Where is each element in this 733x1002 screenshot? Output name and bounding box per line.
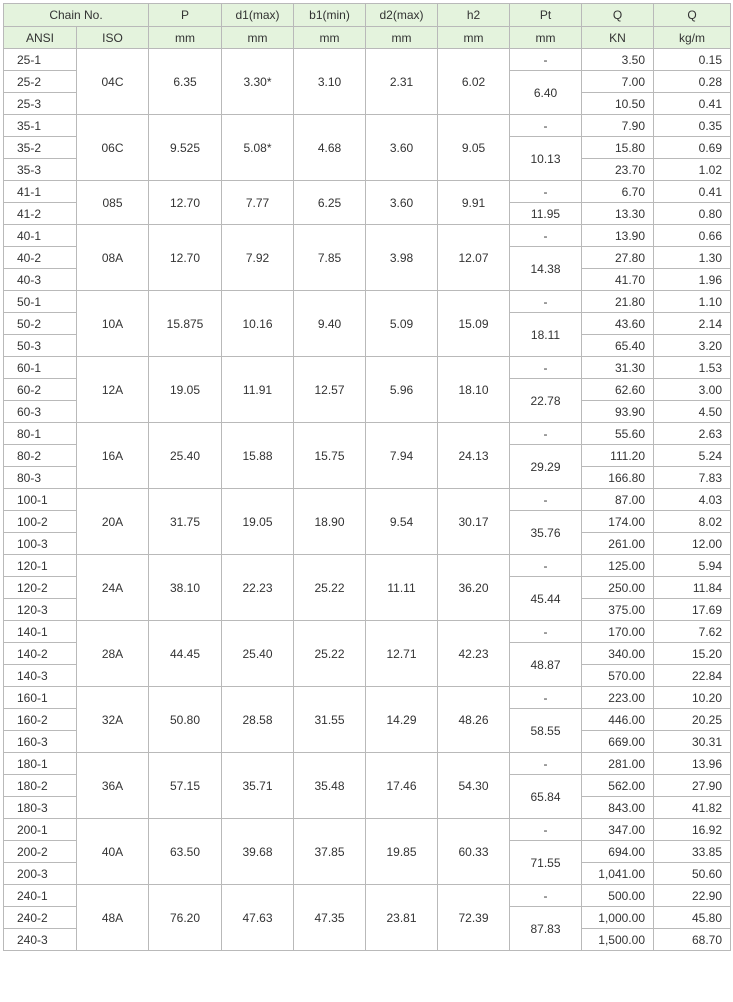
q-kgm-cell: 45.80 bbox=[654, 907, 731, 929]
pt-cell: 14.38 bbox=[510, 247, 582, 291]
b1-cell: 25.22 bbox=[294, 621, 366, 687]
ansi-cell: 35-1 bbox=[4, 115, 77, 137]
pt-cell: 10.13 bbox=[510, 137, 582, 181]
ansi-cell: 60-2 bbox=[4, 379, 77, 401]
table-row bbox=[4, 423, 731, 445]
ansi-cell: 160-1 bbox=[4, 687, 77, 709]
q-kgm-cell: 1.53 bbox=[654, 357, 731, 379]
pt-cell: 35.76 bbox=[510, 511, 582, 555]
pt-cell: - bbox=[510, 555, 582, 577]
q-kn-cell: 7.00 bbox=[582, 71, 654, 93]
q-kn-cell: 23.70 bbox=[582, 159, 654, 181]
ansi-cell: 100-1 bbox=[4, 489, 77, 511]
p-cell: 25.40 bbox=[149, 423, 222, 489]
d1-cell: 10.16 bbox=[222, 291, 294, 357]
d1-cell: 39.68 bbox=[222, 819, 294, 885]
ansi-cell: 160-2 bbox=[4, 709, 77, 731]
pt-cell: - bbox=[510, 687, 582, 709]
d1-cell: 28.58 bbox=[222, 687, 294, 753]
ansi-cell: 180-1 bbox=[4, 753, 77, 775]
pt-cell: 6.40 bbox=[510, 71, 582, 115]
q-kgm-cell: 0.69 bbox=[654, 137, 731, 159]
q-kn-cell: 170.00 bbox=[582, 621, 654, 643]
q-kgm-cell: 7.83 bbox=[654, 467, 731, 489]
ansi-cell: 35-3 bbox=[4, 159, 77, 181]
ansi-cell: 25-3 bbox=[4, 93, 77, 115]
unit-d1: mm bbox=[222, 27, 294, 49]
header-iso: ISO bbox=[77, 27, 149, 49]
pt-cell: 22.78 bbox=[510, 379, 582, 423]
q-kn-cell: 1,000.00 bbox=[582, 907, 654, 929]
header-p: P bbox=[149, 4, 222, 27]
q-kgm-cell: 41.82 bbox=[654, 797, 731, 819]
table-row bbox=[4, 291, 731, 313]
unit-pt: mm bbox=[510, 27, 582, 49]
pt-cell: - bbox=[510, 819, 582, 841]
unit-q-kn: KN bbox=[582, 27, 654, 49]
q-kgm-cell: 2.63 bbox=[654, 423, 731, 445]
iso-cell: 40A bbox=[77, 819, 149, 885]
pt-cell: 11.95 bbox=[510, 203, 582, 225]
d1-cell: 15.88 bbox=[222, 423, 294, 489]
b1-cell: 31.55 bbox=[294, 687, 366, 753]
h2-cell: 6.02 bbox=[438, 49, 510, 115]
q-kgm-cell: 30.31 bbox=[654, 731, 731, 753]
q-kgm-cell: 4.50 bbox=[654, 401, 731, 423]
table-row bbox=[4, 555, 731, 577]
b1-cell: 12.57 bbox=[294, 357, 366, 423]
q-kn-cell: 87.00 bbox=[582, 489, 654, 511]
h2-cell: 9.05 bbox=[438, 115, 510, 181]
q-kgm-cell: 13.96 bbox=[654, 753, 731, 775]
q-kgm-cell: 0.41 bbox=[654, 181, 731, 203]
q-kn-cell: 111.20 bbox=[582, 445, 654, 467]
q-kgm-cell: 5.94 bbox=[654, 555, 731, 577]
ansi-cell: 41-1 bbox=[4, 181, 77, 203]
d1-cell: 11.91 bbox=[222, 357, 294, 423]
h2-cell: 15.09 bbox=[438, 291, 510, 357]
pt-cell: - bbox=[510, 225, 582, 247]
q-kgm-cell: 7.62 bbox=[654, 621, 731, 643]
h2-cell: 9.91 bbox=[438, 181, 510, 225]
q-kn-cell: 6.70 bbox=[582, 181, 654, 203]
pt-cell: 65.84 bbox=[510, 775, 582, 819]
d2-cell: 3.98 bbox=[366, 225, 438, 291]
table-row bbox=[4, 181, 731, 203]
p-cell: 31.75 bbox=[149, 489, 222, 555]
q-kn-cell: 13.90 bbox=[582, 225, 654, 247]
q-kn-cell: 55.60 bbox=[582, 423, 654, 445]
q-kn-cell: 347.00 bbox=[582, 819, 654, 841]
q-kgm-cell: 8.02 bbox=[654, 511, 731, 533]
q-kn-cell: 669.00 bbox=[582, 731, 654, 753]
q-kn-cell: 65.40 bbox=[582, 335, 654, 357]
ansi-cell: 140-3 bbox=[4, 665, 77, 687]
header-h2: h2 bbox=[438, 4, 510, 27]
pt-cell: - bbox=[510, 885, 582, 907]
header-chain-no: Chain No. bbox=[4, 4, 149, 27]
q-kn-cell: 446.00 bbox=[582, 709, 654, 731]
header-ansi: ANSI bbox=[4, 27, 77, 49]
p-cell: 50.80 bbox=[149, 687, 222, 753]
table-row bbox=[4, 115, 731, 137]
d1-cell: 7.92 bbox=[222, 225, 294, 291]
p-cell: 12.70 bbox=[149, 181, 222, 225]
pt-cell: - bbox=[510, 753, 582, 775]
table-row bbox=[4, 885, 731, 907]
iso-cell: 10A bbox=[77, 291, 149, 357]
h2-cell: 60.33 bbox=[438, 819, 510, 885]
b1-cell: 4.68 bbox=[294, 115, 366, 181]
h2-cell: 72.39 bbox=[438, 885, 510, 951]
pt-cell: 48.87 bbox=[510, 643, 582, 687]
ansi-cell: 60-1 bbox=[4, 357, 77, 379]
q-kn-cell: 31.30 bbox=[582, 357, 654, 379]
b1-cell: 37.85 bbox=[294, 819, 366, 885]
iso-cell: 16A bbox=[77, 423, 149, 489]
q-kgm-cell: 3.20 bbox=[654, 335, 731, 357]
pt-cell: 18.11 bbox=[510, 313, 582, 357]
header-row-units bbox=[4, 27, 731, 49]
q-kgm-cell: 10.20 bbox=[654, 687, 731, 709]
d1-cell: 35.71 bbox=[222, 753, 294, 819]
pt-cell: 58.55 bbox=[510, 709, 582, 753]
ansi-cell: 50-3 bbox=[4, 335, 77, 357]
b1-cell: 9.40 bbox=[294, 291, 366, 357]
d2-cell: 3.60 bbox=[366, 181, 438, 225]
header-d2: d2(max) bbox=[366, 4, 438, 27]
iso-cell: 36A bbox=[77, 753, 149, 819]
ansi-cell: 200-2 bbox=[4, 841, 77, 863]
d2-cell: 12.71 bbox=[366, 621, 438, 687]
ansi-cell: 100-2 bbox=[4, 511, 77, 533]
d1-cell: 22.23 bbox=[222, 555, 294, 621]
table-row bbox=[4, 753, 731, 775]
q-kgm-cell: 0.80 bbox=[654, 203, 731, 225]
b1-cell: 15.75 bbox=[294, 423, 366, 489]
iso-cell: 20A bbox=[77, 489, 149, 555]
q-kn-cell: 500.00 bbox=[582, 885, 654, 907]
iso-cell: 06C bbox=[77, 115, 149, 181]
ansi-cell: 240-3 bbox=[4, 929, 77, 951]
q-kn-cell: 62.60 bbox=[582, 379, 654, 401]
q-kgm-cell: 2.14 bbox=[654, 313, 731, 335]
q-kn-cell: 125.00 bbox=[582, 555, 654, 577]
d1-cell: 19.05 bbox=[222, 489, 294, 555]
q-kgm-cell: 0.66 bbox=[654, 225, 731, 247]
ansi-cell: 200-3 bbox=[4, 863, 77, 885]
q-kn-cell: 15.80 bbox=[582, 137, 654, 159]
ansi-cell: 41-2 bbox=[4, 203, 77, 225]
d2-cell: 5.96 bbox=[366, 357, 438, 423]
pt-cell: - bbox=[510, 181, 582, 203]
q-kgm-cell: 1.02 bbox=[654, 159, 731, 181]
iso-cell: 48A bbox=[77, 885, 149, 951]
ansi-cell: 180-3 bbox=[4, 797, 77, 819]
q-kn-cell: 223.00 bbox=[582, 687, 654, 709]
table-row bbox=[4, 357, 731, 379]
ansi-cell: 100-3 bbox=[4, 533, 77, 555]
unit-b1: mm bbox=[294, 27, 366, 49]
pt-cell: 87.83 bbox=[510, 907, 582, 951]
q-kgm-cell: 17.69 bbox=[654, 599, 731, 621]
b1-cell: 47.35 bbox=[294, 885, 366, 951]
b1-cell: 3.10 bbox=[294, 49, 366, 115]
q-kn-cell: 43.60 bbox=[582, 313, 654, 335]
iso-cell: 24A bbox=[77, 555, 149, 621]
q-kgm-cell: 1.10 bbox=[654, 291, 731, 313]
d1-cell: 25.40 bbox=[222, 621, 294, 687]
q-kn-cell: 562.00 bbox=[582, 775, 654, 797]
ansi-cell: 120-1 bbox=[4, 555, 77, 577]
q-kgm-cell: 68.70 bbox=[654, 929, 731, 951]
b1-cell: 7.85 bbox=[294, 225, 366, 291]
unit-h2: mm bbox=[438, 27, 510, 49]
d1-cell: 5.08* bbox=[222, 115, 294, 181]
ansi-cell: 40-1 bbox=[4, 225, 77, 247]
q-kgm-cell: 0.28 bbox=[654, 71, 731, 93]
h2-cell: 42.23 bbox=[438, 621, 510, 687]
q-kgm-cell: 27.90 bbox=[654, 775, 731, 797]
p-cell: 38.10 bbox=[149, 555, 222, 621]
ansi-cell: 240-1 bbox=[4, 885, 77, 907]
p-cell: 19.05 bbox=[149, 357, 222, 423]
pt-cell: 71.55 bbox=[510, 841, 582, 885]
ansi-cell: 140-1 bbox=[4, 621, 77, 643]
q-kgm-cell: 20.25 bbox=[654, 709, 731, 731]
p-cell: 6.35 bbox=[149, 49, 222, 115]
h2-cell: 24.13 bbox=[438, 423, 510, 489]
b1-cell: 18.90 bbox=[294, 489, 366, 555]
q-kgm-cell: 1.30 bbox=[654, 247, 731, 269]
b1-cell: 6.25 bbox=[294, 181, 366, 225]
d2-cell: 5.09 bbox=[366, 291, 438, 357]
d2-cell: 23.81 bbox=[366, 885, 438, 951]
d2-cell: 7.94 bbox=[366, 423, 438, 489]
ansi-cell: 25-2 bbox=[4, 71, 77, 93]
p-cell: 9.525 bbox=[149, 115, 222, 181]
q-kn-cell: 694.00 bbox=[582, 841, 654, 863]
h2-cell: 12.07 bbox=[438, 225, 510, 291]
q-kn-cell: 93.90 bbox=[582, 401, 654, 423]
ansi-cell: 60-3 bbox=[4, 401, 77, 423]
ansi-cell: 160-3 bbox=[4, 731, 77, 753]
h2-cell: 18.10 bbox=[438, 357, 510, 423]
ansi-cell: 80-3 bbox=[4, 467, 77, 489]
q-kn-cell: 174.00 bbox=[582, 511, 654, 533]
ansi-cell: 240-2 bbox=[4, 907, 77, 929]
q-kgm-cell: 22.90 bbox=[654, 885, 731, 907]
q-kn-cell: 21.80 bbox=[582, 291, 654, 313]
pt-cell: 29.29 bbox=[510, 445, 582, 489]
header-d1: d1(max) bbox=[222, 4, 294, 27]
q-kgm-cell: 22.84 bbox=[654, 665, 731, 687]
q-kn-cell: 1,041.00 bbox=[582, 863, 654, 885]
iso-cell: 04C bbox=[77, 49, 149, 115]
table-body bbox=[4, 49, 731, 951]
d2-cell: 17.46 bbox=[366, 753, 438, 819]
q-kgm-cell: 16.92 bbox=[654, 819, 731, 841]
ansi-cell: 40-2 bbox=[4, 247, 77, 269]
header-pt: Pt bbox=[510, 4, 582, 27]
d2-cell: 3.60 bbox=[366, 115, 438, 181]
pt-cell: - bbox=[510, 49, 582, 71]
unit-q-kgm: kg/m bbox=[654, 27, 731, 49]
iso-cell: 12A bbox=[77, 357, 149, 423]
header-q-kn: Q bbox=[582, 4, 654, 27]
d2-cell: 14.29 bbox=[366, 687, 438, 753]
ansi-cell: 25-1 bbox=[4, 49, 77, 71]
q-kgm-cell: 0.35 bbox=[654, 115, 731, 137]
iso-cell: 085 bbox=[77, 181, 149, 225]
table-row bbox=[4, 621, 731, 643]
unit-d2: mm bbox=[366, 27, 438, 49]
pt-cell: - bbox=[510, 489, 582, 511]
p-cell: 76.20 bbox=[149, 885, 222, 951]
chain-spec-table bbox=[3, 3, 731, 951]
h2-cell: 36.20 bbox=[438, 555, 510, 621]
q-kgm-cell: 3.00 bbox=[654, 379, 731, 401]
q-kn-cell: 340.00 bbox=[582, 643, 654, 665]
header-b1: b1(min) bbox=[294, 4, 366, 27]
table-row bbox=[4, 225, 731, 247]
table-row bbox=[4, 687, 731, 709]
h2-cell: 48.26 bbox=[438, 687, 510, 753]
pt-cell: 45.44 bbox=[510, 577, 582, 621]
h2-cell: 54.30 bbox=[438, 753, 510, 819]
q-kn-cell: 27.80 bbox=[582, 247, 654, 269]
pt-cell: - bbox=[510, 621, 582, 643]
iso-cell: 32A bbox=[77, 687, 149, 753]
q-kgm-cell: 5.24 bbox=[654, 445, 731, 467]
ansi-cell: 120-2 bbox=[4, 577, 77, 599]
b1-cell: 25.22 bbox=[294, 555, 366, 621]
q-kn-cell: 250.00 bbox=[582, 577, 654, 599]
q-kgm-cell: 0.41 bbox=[654, 93, 731, 115]
q-kn-cell: 261.00 bbox=[582, 533, 654, 555]
header-q-kgm: Q bbox=[654, 4, 731, 27]
d1-cell: 3.30* bbox=[222, 49, 294, 115]
header-row-labels bbox=[4, 4, 731, 27]
ansi-cell: 200-1 bbox=[4, 819, 77, 841]
ansi-cell: 180-2 bbox=[4, 775, 77, 797]
d2-cell: 9.54 bbox=[366, 489, 438, 555]
pt-cell: - bbox=[510, 115, 582, 137]
p-cell: 15.875 bbox=[149, 291, 222, 357]
q-kn-cell: 843.00 bbox=[582, 797, 654, 819]
unit-p: mm bbox=[149, 27, 222, 49]
table-row bbox=[4, 49, 731, 71]
q-kn-cell: 1,500.00 bbox=[582, 929, 654, 951]
ansi-cell: 80-1 bbox=[4, 423, 77, 445]
q-kn-cell: 10.50 bbox=[582, 93, 654, 115]
table-row bbox=[4, 819, 731, 841]
q-kgm-cell: 50.60 bbox=[654, 863, 731, 885]
q-kn-cell: 13.30 bbox=[582, 203, 654, 225]
table-row bbox=[4, 489, 731, 511]
ansi-cell: 120-3 bbox=[4, 599, 77, 621]
q-kgm-cell: 0.15 bbox=[654, 49, 731, 71]
q-kgm-cell: 11.84 bbox=[654, 577, 731, 599]
pt-cell: - bbox=[510, 357, 582, 379]
q-kn-cell: 166.80 bbox=[582, 467, 654, 489]
q-kgm-cell: 12.00 bbox=[654, 533, 731, 555]
b1-cell: 35.48 bbox=[294, 753, 366, 819]
q-kn-cell: 3.50 bbox=[582, 49, 654, 71]
d2-cell: 11.11 bbox=[366, 555, 438, 621]
q-kgm-cell: 15.20 bbox=[654, 643, 731, 665]
h2-cell: 30.17 bbox=[438, 489, 510, 555]
d1-cell: 7.77 bbox=[222, 181, 294, 225]
q-kn-cell: 281.00 bbox=[582, 753, 654, 775]
pt-cell: - bbox=[510, 423, 582, 445]
ansi-cell: 140-2 bbox=[4, 643, 77, 665]
q-kgm-cell: 4.03 bbox=[654, 489, 731, 511]
d2-cell: 2.31 bbox=[366, 49, 438, 115]
p-cell: 12.70 bbox=[149, 225, 222, 291]
ansi-cell: 80-2 bbox=[4, 445, 77, 467]
ansi-cell: 50-2 bbox=[4, 313, 77, 335]
pt-cell: - bbox=[510, 291, 582, 313]
table-header bbox=[4, 4, 731, 49]
ansi-cell: 35-2 bbox=[4, 137, 77, 159]
ansi-cell: 40-3 bbox=[4, 269, 77, 291]
d2-cell: 19.85 bbox=[366, 819, 438, 885]
ansi-cell: 50-1 bbox=[4, 291, 77, 313]
q-kn-cell: 570.00 bbox=[582, 665, 654, 687]
q-kgm-cell: 33.85 bbox=[654, 841, 731, 863]
d1-cell: 47.63 bbox=[222, 885, 294, 951]
iso-cell: 08A bbox=[77, 225, 149, 291]
p-cell: 63.50 bbox=[149, 819, 222, 885]
p-cell: 44.45 bbox=[149, 621, 222, 687]
p-cell: 57.15 bbox=[149, 753, 222, 819]
q-kgm-cell: 1.96 bbox=[654, 269, 731, 291]
q-kn-cell: 41.70 bbox=[582, 269, 654, 291]
q-kn-cell: 375.00 bbox=[582, 599, 654, 621]
iso-cell: 28A bbox=[77, 621, 149, 687]
q-kn-cell: 7.90 bbox=[582, 115, 654, 137]
